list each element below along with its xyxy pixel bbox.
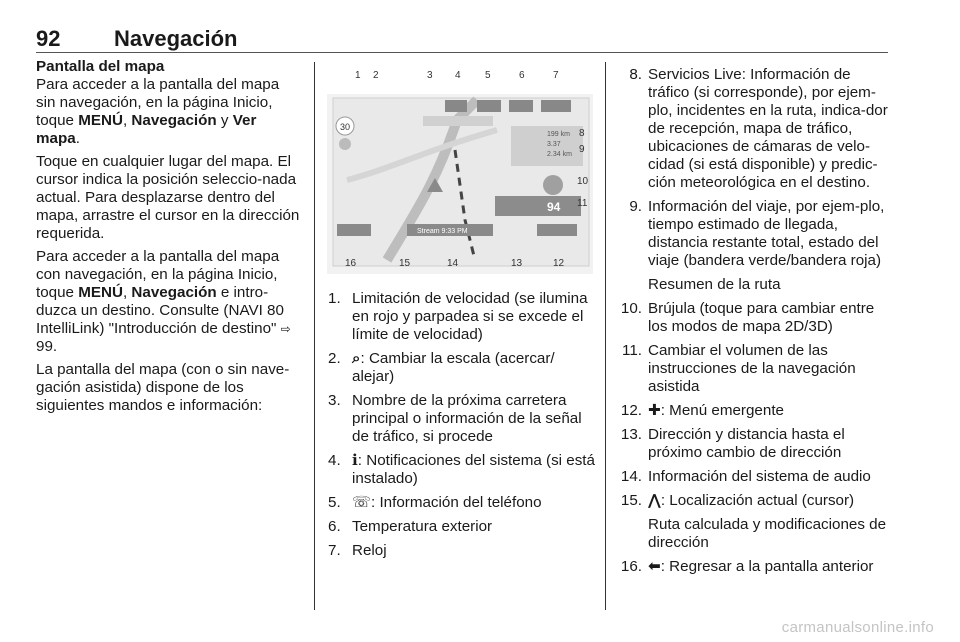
list-item [328, 542, 596, 560]
text-run: , [122, 284, 132, 301]
direction-box [495, 196, 581, 216]
speed-box-value: 94 [547, 200, 561, 214]
clock-display [541, 100, 571, 112]
map-screen-figure [327, 60, 593, 274]
callout-14: 14 [447, 258, 459, 269]
callout-7: 7 [553, 70, 559, 81]
callout-9: 9 [579, 144, 585, 155]
item-number: 13. [620, 426, 642, 443]
keyword-navegacion: Navegación [131, 284, 217, 301]
zoom-icon [339, 138, 351, 150]
callout-10: 10 [577, 176, 589, 187]
section-intro [36, 58, 302, 148]
item-text: Limitación de velocidad (se ilumina en rojo y parpadea si se excede el límite de velocidad) [352, 290, 588, 343]
watermark: carmanualsonline.info [781, 619, 934, 636]
keyword-menu: MENÚ [78, 112, 123, 129]
item-number: 9. [629, 198, 642, 215]
list-item [612, 426, 888, 462]
column-1 [36, 58, 302, 420]
distance-3: 2.34 km [547, 151, 572, 158]
back-arrow-icon: ⬅ [648, 558, 661, 575]
legend-list-1-7 [328, 290, 596, 560]
item-number: 1. [328, 290, 341, 307]
callout-15: 15 [399, 258, 411, 269]
callout-16: 16 [345, 258, 357, 269]
list-item [612, 468, 888, 486]
callout-5: 5 [485, 70, 491, 81]
column-3 [612, 66, 888, 582]
cross-reference-arrow-icon: ⇨ [280, 322, 291, 336]
list-item [612, 198, 888, 294]
item-text: : Notificaciones del sistema (si está instalado) [352, 452, 595, 487]
column-divider-right [605, 62, 606, 610]
item-number: 16. [620, 558, 642, 575]
item-text: Servicios Live: Información de tráfico (si corresponde), por ejem-plo, incidentes en la ruta, indica-dor de recepción, mapa de tráfico, ubicaciones de cámaras de velo-cidad (si está disponible) y predic-ción meteorológica en el destino. [648, 66, 888, 191]
header-rule [36, 52, 888, 53]
list-item [328, 392, 596, 446]
item-text: Cambiar el volumen de las instrucciones de la navegación asistida [648, 342, 856, 395]
next-road-name [423, 116, 493, 126]
item-text: Dirección y distancia hasta el próximo cambio de dirección [648, 426, 845, 461]
distance-1: 199 km [547, 131, 570, 138]
plus-icon: ✚ [648, 402, 661, 419]
callout-13: 13 [511, 258, 523, 269]
list-item [328, 518, 596, 536]
callout-12: 12 [553, 258, 565, 269]
info-icon: ℹ [352, 452, 358, 469]
item-text: Información del viaje, por ejem-plo, tiempo estimado de llegada, distancia restante total, estado del viaje (bandera verde/bandera roja) [648, 198, 885, 269]
list-item [328, 452, 596, 488]
list-item [612, 66, 888, 192]
list-item [328, 290, 596, 344]
column-divider-left [314, 62, 315, 610]
item-number: 6. [328, 518, 341, 535]
list-item [328, 494, 596, 512]
callout-4: 4 [455, 70, 461, 81]
item-subtext: Resumen de la ruta [648, 276, 781, 293]
item-number: 14. [620, 468, 642, 485]
item-number: 10. [620, 300, 642, 317]
notification-icon [445, 100, 467, 112]
item-number: 2. [328, 350, 341, 367]
distance-2: 3.37 [547, 141, 561, 148]
map-illustration [327, 60, 593, 274]
item-number: 3. [328, 392, 341, 409]
section-heading: Pantalla del mapa [36, 58, 165, 75]
item-number: 15. [620, 492, 642, 509]
item-text: Temperatura exterior [352, 518, 493, 535]
item-text: Brújula (toque para cambiar entre los modos de mapa 2D/3D) [648, 300, 875, 335]
list-item [612, 342, 888, 396]
callout-6: 6 [519, 70, 525, 81]
page-header [36, 26, 888, 52]
item-number: 5. [328, 494, 341, 511]
list-item [612, 300, 888, 336]
item-text: : Localización actual (cursor) [660, 492, 855, 509]
speed-limit-value: 30 [339, 122, 351, 132]
text-run: e intro-duzca un destino. Consulte (NAVI 80 IntelliLink) "Introducción de destino" [36, 284, 284, 337]
page-title: Navegación [114, 26, 238, 51]
list-item [328, 350, 596, 386]
popup-menu-icon [537, 224, 577, 236]
text-run: y [216, 112, 233, 129]
item-number: 8. [629, 66, 642, 83]
list-item [612, 492, 888, 552]
callout-3: 3 [427, 70, 433, 81]
keyword-ver-mapa: Ver mapa [36, 112, 257, 147]
page-number: 92 [36, 26, 61, 51]
item-text: Nombre de la próxima carretera principal o información de la señal de tráfico, si procede [352, 392, 582, 445]
cursor-icon: ⋀ [648, 492, 661, 509]
item-text: Información del sistema de audio [648, 468, 871, 485]
text-run: Para acceder a la pantalla del mapa sin navegación, en la página Inicio, toque [36, 76, 280, 129]
item-text: Reloj [352, 542, 387, 559]
phone-icon [477, 100, 501, 112]
text-run: , [122, 112, 132, 129]
search-icon: ⌕ [352, 350, 361, 367]
compass-icon [543, 175, 563, 195]
paragraph-4: La pantalla del mapa (con o sin nave-gación asistida) dispone de los siguientes mandos e información: [36, 361, 290, 414]
item-number: 11. [622, 342, 642, 359]
text-run: . [75, 130, 80, 147]
callout-1: 1 [355, 70, 361, 81]
item-number: 12. [620, 402, 642, 419]
item-text: : Información del teléfono [371, 494, 542, 511]
item-text: : Cambiar la escala (acercar/ alejar) [352, 350, 555, 385]
item-text: : Menú emergente [660, 402, 784, 419]
back-button-icon [337, 224, 371, 236]
item-text: : Regresar a la pantalla anterior [660, 558, 874, 575]
item-subtext: Ruta calculada y modificaciones de dirección [648, 516, 887, 551]
callout-8: 8 [579, 128, 585, 139]
paragraph-2: Toque en cualquier lugar del mapa. El cursor indica la posición seleccio-nada actual. Para desplazarse dentro del mapa, arrastre el cursor en la dirección requerida. [36, 153, 300, 242]
phone-icon: ☏ [352, 494, 371, 511]
text-run: 99. [36, 338, 58, 355]
item-number: 7. [328, 542, 341, 559]
list-item [612, 402, 888, 420]
paragraph-3 [36, 248, 302, 356]
column-2 [328, 290, 596, 566]
text-run: Para acceder a la pantalla del mapa con navegación, en la página Inicio, toque [36, 248, 280, 301]
callout-2: 2 [373, 70, 379, 81]
list-item [612, 558, 888, 576]
keyword-navegacion: Navegación [131, 112, 217, 129]
legend-list-8-16 [612, 66, 888, 576]
temperature-display [509, 100, 533, 112]
keyword-menu: MENÚ [78, 284, 123, 301]
callout-11: 11 [577, 198, 588, 209]
audio-info-text: Stream 9:33 PM [417, 228, 468, 235]
item-number: 4. [328, 452, 341, 469]
